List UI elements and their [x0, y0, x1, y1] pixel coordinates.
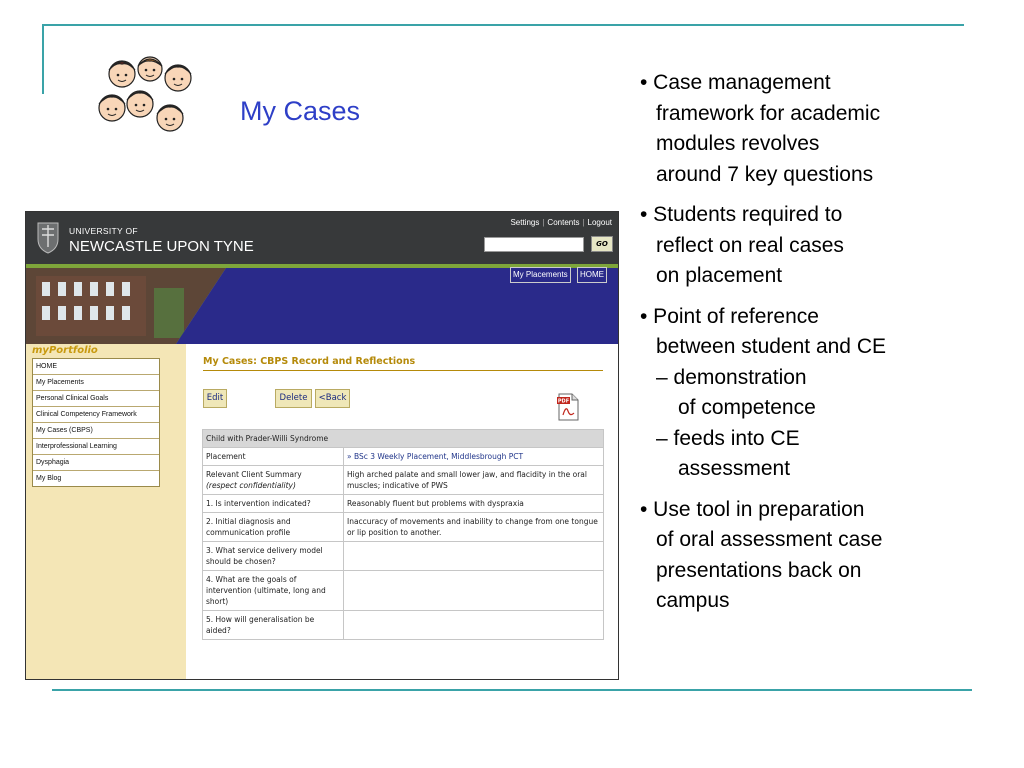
- question-cell: 2. Initial diagnosis and communication profile: [203, 513, 344, 542]
- edit-button[interactable]: Edit: [203, 389, 227, 408]
- answer-cell: [344, 571, 604, 611]
- bullet-line: of competence: [678, 396, 816, 419]
- bullet-item: [640, 68, 970, 190]
- bullet-line: • Use tool in preparation: [640, 497, 865, 521]
- bullet-line: • Case management: [640, 71, 831, 94]
- page-heading: My Cases: CBPS Record and Reflections: [203, 356, 416, 367]
- university-crest-icon: [36, 219, 60, 255]
- back-button[interactable]: <Back: [315, 389, 350, 408]
- portal-screenshot: [25, 211, 619, 680]
- placement-link[interactable]: » BSc 3 Weekly Placement, Middlesbrough PCT: [347, 452, 524, 461]
- bullet-line: – feeds into CE: [656, 426, 800, 450]
- portfolio-label: myPortfolio: [32, 345, 98, 356]
- sidebar-item-home[interactable]: HOME: [33, 359, 159, 375]
- bullet-item: [640, 200, 970, 292]
- question-cell: Placement: [203, 448, 344, 466]
- answer-cell: High arched palate and small lower jaw, and flacidity in the oral muscles; indicative of PWS: [344, 466, 604, 495]
- logout-link[interactable]: Logout: [587, 218, 612, 227]
- sidebar-item-dysphagia[interactable]: Dysphagia: [33, 455, 159, 471]
- answer-cell: Reasonably fluent but problems with dyspraxia: [344, 495, 604, 513]
- bottom-rule: [52, 689, 972, 691]
- table-row: [203, 466, 604, 495]
- university-name: NEWCASTLE UPON TYNE: [69, 238, 254, 255]
- answer-cell: [344, 448, 604, 466]
- answer-cell: Inaccuracy of movements and inability to change from one tongue or lip position to another.: [344, 513, 604, 542]
- sidebar-item-interprofessional-learning[interactable]: Interprofessional Learning: [33, 439, 159, 455]
- question-note: (respect confidentiality): [206, 481, 296, 490]
- bullet-line: of oral assessment case: [656, 528, 883, 551]
- question-cell: 5. How will generalisation be aided?: [203, 611, 344, 640]
- table-header-row: [203, 430, 604, 448]
- svg-text:PDF: PDF: [557, 398, 570, 405]
- bullet-line: • Point of reference: [640, 304, 819, 328]
- heading-underline: [203, 370, 603, 371]
- sidebar-item-clinical-competency-framework[interactable]: Clinical Competency Framework: [33, 407, 159, 423]
- bullet-line: reflect on real cases: [656, 233, 844, 257]
- bullet-line: framework for academic: [656, 101, 881, 125]
- go-button[interactable]: GO: [591, 236, 613, 252]
- sidebar-menu: [32, 358, 160, 487]
- sidebar-item-my-placements[interactable]: My Placements: [33, 375, 159, 391]
- delete-button[interactable]: Delete: [275, 389, 312, 408]
- search-input[interactable]: [484, 237, 584, 252]
- table-row: [203, 611, 604, 640]
- bullet-item: [640, 495, 970, 617]
- question-cell: [203, 466, 344, 495]
- case-table: [202, 429, 604, 640]
- bullet-line: on placement: [656, 264, 783, 287]
- bullet-list: [640, 68, 970, 627]
- top-rule: [42, 24, 964, 26]
- sidebar-item-my-cases[interactable]: My Cases (CBPS): [33, 423, 159, 439]
- link-separator: |: [542, 218, 545, 227]
- bullet-line: between student and CE: [656, 335, 886, 358]
- children-faces-icon: [92, 52, 202, 144]
- table-row: [203, 571, 604, 611]
- sidebar-item-my-blog[interactable]: My Blog: [36, 475, 62, 482]
- building-photo: [26, 268, 226, 344]
- my-placements-button[interactable]: My Placements: [510, 267, 571, 283]
- question-text: Relevant Client Summary: [206, 470, 302, 479]
- bullet-line: modules revolves: [656, 132, 820, 155]
- link-separator: |: [582, 218, 585, 227]
- bullet-line: around 7 key questions: [656, 162, 874, 186]
- answer-cell: [344, 611, 604, 640]
- bullet-line: – demonstration: [656, 365, 807, 389]
- sidebar-item-personal-clinical-goals[interactable]: Personal Clinical Goals: [33, 391, 159, 407]
- table-row: [203, 448, 604, 466]
- home-button[interactable]: HOME: [577, 267, 607, 283]
- table-row: [203, 542, 604, 571]
- question-cell: 3. What service delivery model should be chosen?: [203, 542, 344, 571]
- bullet-line: • Students required to: [640, 203, 843, 226]
- question-cell: 1. Is intervention indicated?: [203, 495, 344, 513]
- case-title: Child with Prader-Willi Syndrome: [203, 430, 604, 448]
- bullet-line: presentations back on: [656, 558, 862, 582]
- bullet-line: assessment: [678, 457, 791, 480]
- bullet-line: campus: [656, 589, 730, 612]
- slide-title: My Cases: [240, 96, 361, 126]
- university-name-small: UNIVERSITY OF: [69, 226, 138, 236]
- contents-link[interactable]: Contents: [547, 218, 580, 227]
- top-links: [510, 218, 612, 227]
- table-row: [203, 495, 604, 513]
- pdf-document-icon[interactable]: [556, 393, 580, 421]
- table-row: [203, 513, 604, 542]
- left-rule: [42, 24, 44, 94]
- settings-link[interactable]: Settings: [510, 218, 540, 227]
- question-cell: 4. What are the goals of intervention (ultimate, long and short): [203, 571, 344, 611]
- bullet-item: [640, 302, 970, 485]
- answer-cell: [344, 542, 604, 571]
